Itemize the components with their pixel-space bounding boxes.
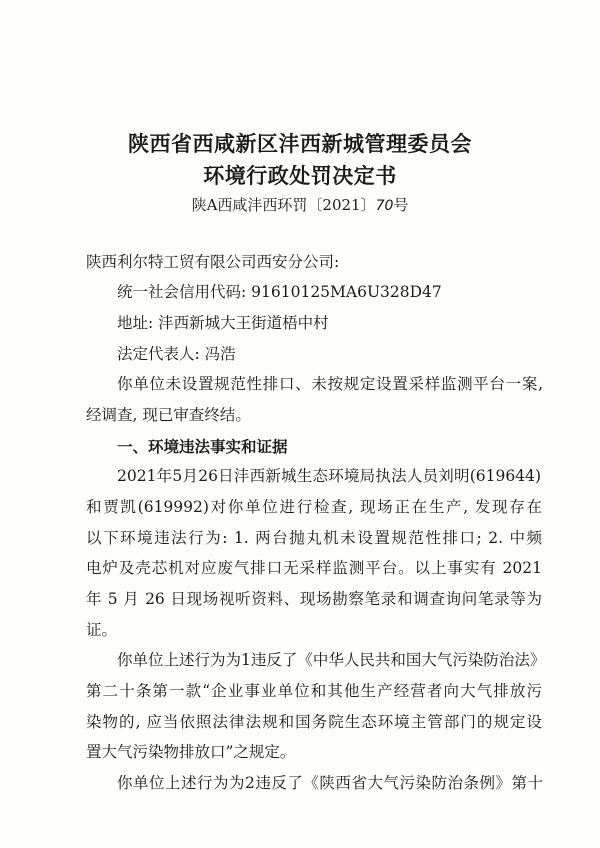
recipient-address: 地址: 沣西新城大王街道梧中村: [117, 314, 329, 332]
recipient-company: 陕西利尔特工贸有限公司西安分公司:: [86, 253, 340, 271]
intro-line-2: 经调查, 现已审查终结。: [86, 406, 251, 424]
document-number-handwritten: 70: [375, 198, 394, 214]
document-number-prefix: 陕A西咸沣西环罚〔2021〕: [191, 196, 376, 214]
paragraph-2-line-3: 染物的, 应当依照法律法规和国务院生态环境主管部门的规定设: [86, 713, 542, 731]
paragraph-3-line-1: 你单位上述行为为2违反了《陕西省大气污染防治条例》第十: [117, 774, 543, 792]
intro-line-1: 你单位未设置规范性排口、未按规定设置采样监测平台一案,: [117, 375, 543, 393]
paragraph-1-line-6: 证。: [86, 621, 118, 639]
paragraph-1-line-2: 和贾凯(619992)对你单位进行检查, 现场正在生产, 发现存在: [86, 498, 542, 516]
paragraph-1-line-3: 以下环境违法行为: 1. 两台抛丸机未设置规范性排口; 2. 中频: [86, 529, 542, 547]
paragraph-2-line-2: 第二十条第一款“企业事业单位和其他生产经营者向大气排放污: [86, 682, 542, 700]
document-number: [0, 194, 600, 215]
paragraph-2-line-1: 你单位上述行为为1违反了《中华人民共和国大气污染防治法》: [117, 651, 546, 669]
paragraph-1-line-5: 年 5 月 26 日现场视听资料、现场勘察笔录和调查询问笔录等为: [86, 590, 542, 608]
recipient-credit-code: 统一社会信用代码: 91610125MA6U328D47: [117, 283, 442, 301]
document-number-suffix: 号: [393, 196, 409, 214]
document-title-line-1: 陕西省西咸新区沣西新城管理委员会: [128, 131, 472, 156]
paragraph-1-line-4: 电炉及壳芯机对应废气排口无采样监测平台。以上事实有 2021: [86, 559, 542, 577]
paragraph-1-line-1: 2021年5月26日沣西新城生态环境局执法人员刘明(619644): [117, 467, 541, 485]
recipient-legal-rep: 法定代表人: 冯浩: [117, 345, 236, 363]
document-title-line-2: 环境行政处罚决定书: [203, 163, 397, 188]
section-1-heading: 一、环境违法事实和证据: [117, 437, 288, 456]
paragraph-2-line-4: 置大气污染物排放口”之规定。: [86, 743, 296, 761]
